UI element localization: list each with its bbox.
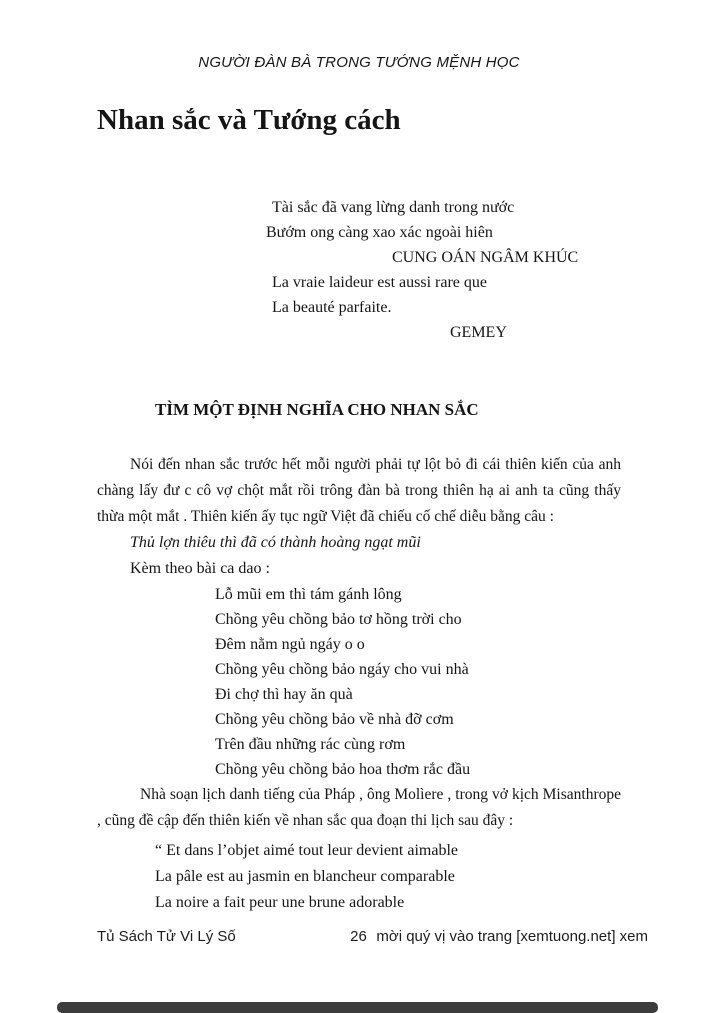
epigraph-attribution-cung-oan: CUNG OÁN NGÂM KHÚC xyxy=(392,249,579,266)
epigraph-fr-line-2: La beauté parfaite. xyxy=(272,299,392,316)
cadao-intro: Kèm theo bài ca dao : xyxy=(130,560,270,577)
footer-page-number: 26 xyxy=(350,928,367,945)
running-head: NGƯỜI ĐÀN BÀ TRONG TƯỚNG MỆNH HỌC xyxy=(198,54,520,71)
moliere-quote xyxy=(155,838,621,916)
cadao-line: Trên đầu những rác cùng rơm xyxy=(215,736,406,753)
cadao-line: Đêm nằm ngủ ngáy o o xyxy=(215,636,365,653)
moliere-line: La pâle est au jasmin en blancheur comparable xyxy=(155,868,455,885)
chapter-title: Nhan sắc và Tướng cách xyxy=(97,104,401,136)
epigraph-block xyxy=(266,195,621,345)
cadao-poem xyxy=(215,582,621,782)
epigraph-attribution-gemey: GEMEY xyxy=(450,324,507,341)
cadao-line: Chồng yêu chồng bảo tơ hồng trời cho xyxy=(215,611,462,628)
cadao-line: Lỗ mũi em thì tám gánh lông xyxy=(215,586,402,603)
cadao-line: Đi chợ thì hay ăn quà xyxy=(215,686,353,703)
epigraph-vn-line-2: Bướm ong càng xao xác ngoài hiên xyxy=(266,224,493,241)
horizontal-scrollbar-thumb[interactable] xyxy=(57,1002,658,1013)
cadao-line: Chồng yêu chồng bảo ngáy cho vui nhà xyxy=(215,661,469,678)
footer-book-title: Tủ Sách Tử Vi Lý Số xyxy=(97,928,236,945)
footer-site-note: mời quý vị vào trang [xemtuong.net] xem xyxy=(376,928,648,945)
cadao-line: Chồng yêu chồng bảo hoa thơm rắc đầu xyxy=(215,761,471,778)
paragraph-moliere: Nhà soạn lịch danh tiếng của Pháp , ông Molìere , trong vở kịch Misanthrope , cũng đề cập đến thiên kiến về nhan sắc qua đoạn thi lịch sau đây : xyxy=(97,786,621,829)
moliere-line: La noire a fait peur une brune adorable xyxy=(155,894,405,911)
proverb-line: Thủ lợn thiêu thì đã có thành hoàng ngạt mũi xyxy=(130,534,421,551)
cadao-line: Chồng yêu chồng bảo về nhà đỡ cơm xyxy=(215,711,454,728)
epigraph-vn-line-1: Tài sắc đã vang lừng danh trong nước xyxy=(272,199,515,216)
section-heading: TÌM MỘT ĐỊNH NGHĨA CHO NHAN SẮC xyxy=(155,400,479,419)
paragraph-intro: Nói đến nhan sắc trước hết mỗi người phải tự lột bỏ đi cái thiên kiến của anh chàng lấy đư c cô vợ chột mắt rồi trông đàn bà trong thiên hạ ai anh ta cũng thấy thừa một mắt . Thiên kiến ấy tục ngữ Việt đã chiếu cố chế diễu bằng câu : xyxy=(97,456,621,525)
epigraph-fr-line-1: La vraie laideur est aussi rare que xyxy=(272,274,488,291)
moliere-line: “ Et dans l’objet aimé tout leur devient aimable xyxy=(155,842,459,859)
